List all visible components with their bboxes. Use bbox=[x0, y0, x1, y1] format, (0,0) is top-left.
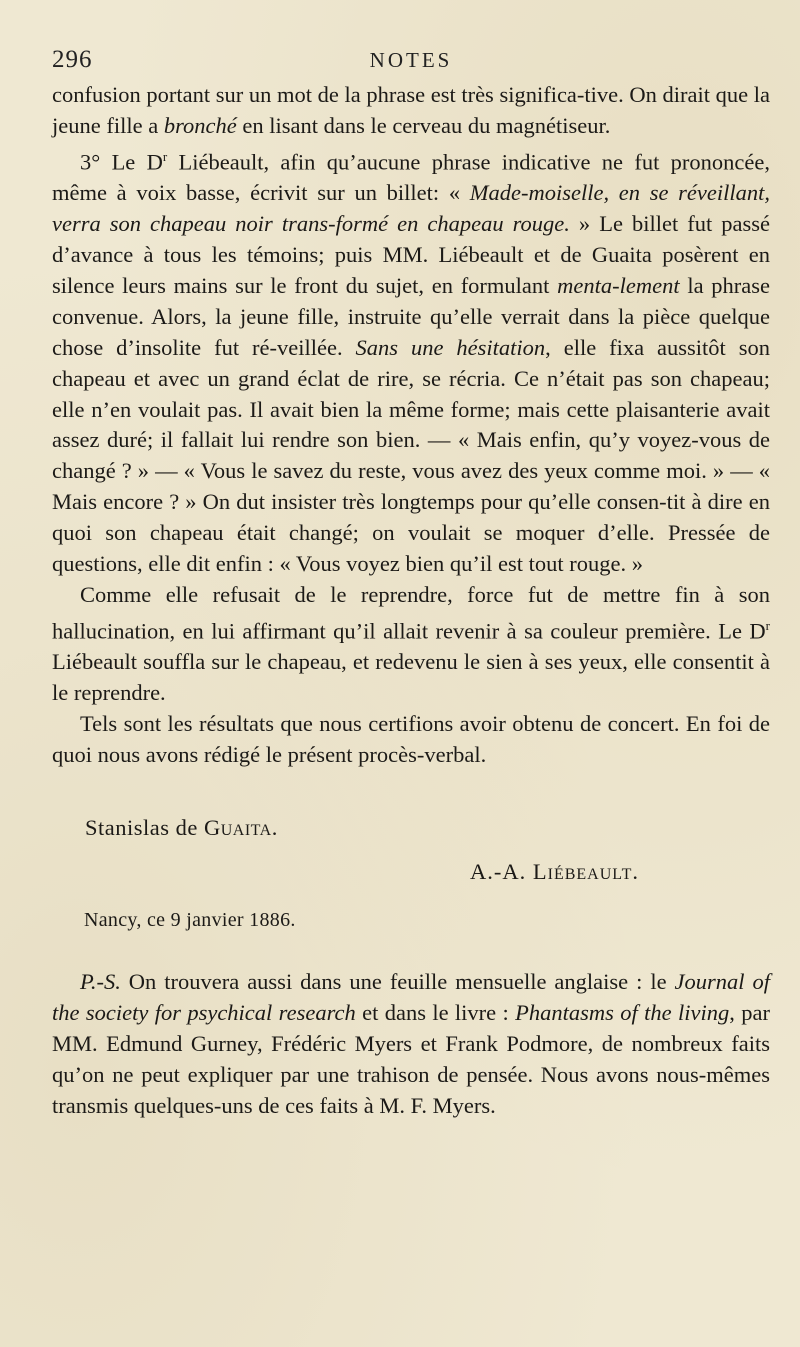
paragraph-2-italic-1: Made-moiselle, en se réveillant, verra son chapeau noir trans-formé en chapeau rouge. bbox=[52, 180, 770, 237]
paragraph-2-sup: r bbox=[162, 148, 168, 164]
paragraph-2-b: » Le billet fut passé d’avance à tous les témoins; puis MM. Liébeault et de Guaita posèrent en silence leurs mains sur le front du sujet, en formulant bbox=[52, 211, 770, 298]
paragraph-1-italic: bronché bbox=[163, 112, 237, 138]
paragraph-3-b: Liébeault souffla sur le chapeau, et redevenu le sien à ses yeux, elle consentit à le reprendre. bbox=[52, 649, 770, 706]
postscript-label: P.-S. bbox=[80, 968, 121, 994]
postscript-a: On trouvera aussi dans une feuille mensuelle anglaise : le bbox=[120, 968, 675, 994]
postscript-book: Phantasms of the living bbox=[515, 999, 730, 1025]
paragraph-3-a: Comme elle refusait de le reprendre, force fut de mettre fin à son hallucination, en lui affirmant qu’il allait revenir à sa couleur première. Le D bbox=[52, 582, 770, 644]
signature-liebeault bbox=[470, 859, 639, 885]
signature-date: Nancy, ce 9 janvier 1886. bbox=[84, 908, 296, 931]
paragraph-2 bbox=[52, 142, 770, 580]
paragraph-2-d: , elle fixa aussitôt son chapeau et avec un grand éclat de rire, se récria. Ce n’était pas son chapeau; elle n’en voulait pas. Il avait bien la même forme; mais cette plaisanterie avait assez duré; il fallait lui rendre son bien. — « Mais enfin, qu’y voyez-vous de changé ? » — « Vous le savez du reste, vous avez des yeux comme moi. » — « Mais encore ? » On dut insister très longtemps pour qu’elle consen-tit à dire en quoi son chapeau était changé; on voulait se moquer d’elle. Pressée de questions, elle dit enfin : « Vous voyez bien qu’il est tout rouge. » bbox=[52, 334, 770, 577]
postscript-b: et dans le livre : bbox=[355, 999, 516, 1025]
signature-block bbox=[52, 771, 770, 967]
paragraph-1-end: en lisant dans le cerveau du magnétiseur. bbox=[236, 112, 611, 138]
signature-liebeault-last: Liébeault. bbox=[532, 858, 639, 884]
paragraph-2-start: 3° Le D bbox=[80, 149, 163, 175]
body-text bbox=[52, 80, 770, 771]
signature-liebeault-initials: A.-A. bbox=[470, 858, 533, 884]
postscript-journal: Journal of the society for psychical research bbox=[52, 968, 770, 1025]
paragraph-2-a: Liébeault, afin qu’aucune phrase indicative ne fut prononcée, même à voix basse, écrivit sur un billet: « bbox=[52, 149, 770, 206]
postscript-c: , par MM. Edmund Gurney, Frédéric Myers et Frank Podmore, de nombreux faits qu’on ne peut expliquer par une trahison de pensée. Nous avons nous-mêmes transmis quelques-uns de ces faits à M. F. Myers. bbox=[52, 999, 771, 1118]
signature-guaita bbox=[85, 815, 278, 841]
paragraph-3 bbox=[52, 580, 770, 709]
signature-guaita-first: Stanislas de bbox=[85, 814, 204, 840]
signature-guaita-last: Guaita. bbox=[204, 814, 278, 840]
paragraph-4: Tels sont les résultats que nous certifions avoir obtenu de concert. En foi de quoi nous avons rédigé le présent procès-verbal. bbox=[52, 711, 770, 768]
paragraph-1 bbox=[52, 80, 770, 142]
paragraph-2-italic-3: Sans une hésitation bbox=[355, 334, 546, 360]
page-number: 296 bbox=[52, 46, 93, 73]
running-head: NOTES bbox=[369, 48, 453, 72]
page-header bbox=[52, 46, 770, 78]
paragraph-2-italic-2: menta-lement bbox=[557, 272, 680, 298]
postscript bbox=[52, 967, 770, 1122]
book-page bbox=[52, 46, 770, 1144]
paragraph-2-c: la phrase convenue. Alors, la jeune fille, instruite qu’elle verrait dans la pièce quelque chose d’insolite fut ré-veillée. bbox=[52, 272, 770, 360]
paragraph-1-text: confusion portant sur un mot de la phrase est très significa-tive. On dirait que la jeune fille a bbox=[52, 82, 770, 138]
paragraph-3-sup: r bbox=[765, 617, 770, 633]
